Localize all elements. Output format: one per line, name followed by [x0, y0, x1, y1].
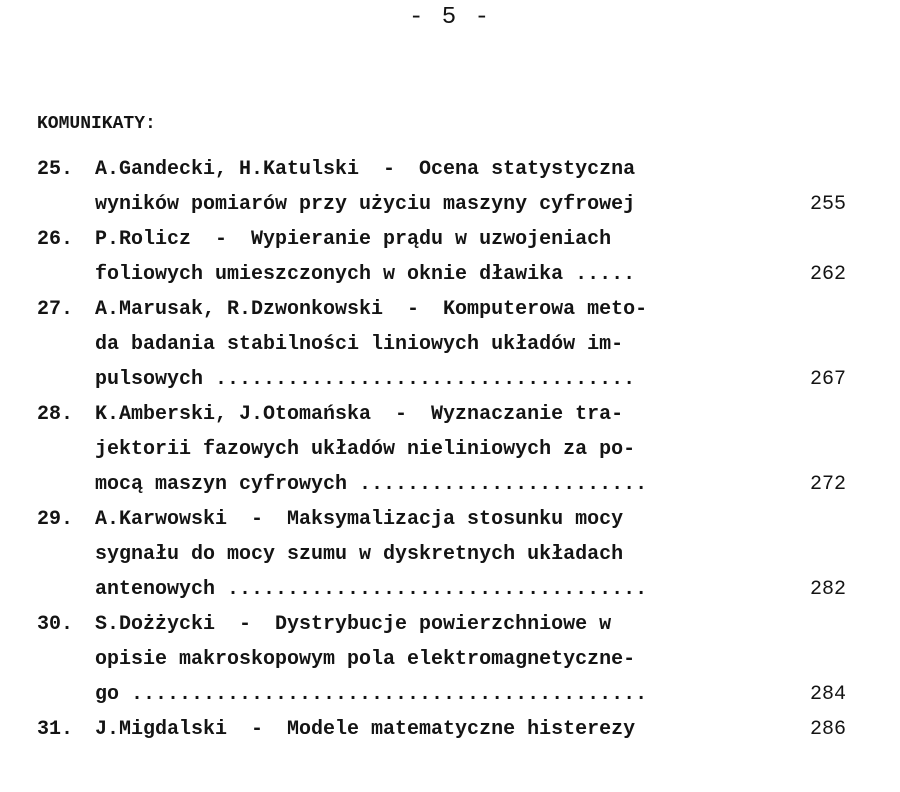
toc-entry-line: [0, 502, 900, 537]
entry-number: 28.: [37, 403, 74, 426]
entry-text: opisie makroskopowym pola elektromagnetyczne-: [95, 648, 636, 671]
toc-entry-line: [0, 537, 900, 572]
entry-number: 31.: [37, 718, 74, 741]
entry-text: foliowych umieszczonych w oknie dławika .....: [95, 263, 636, 286]
toc-entry-list: [0, 152, 900, 747]
entry-text: A.Gandecki, H.Katulski - Ocena statystyczna: [95, 158, 636, 181]
toc-entry-line: [0, 607, 900, 642]
toc-entry-line: [0, 677, 900, 712]
entry-page-number: 284: [810, 683, 847, 706]
entry-text: S.Dożżycki - Dystrybucje powierzchniowe w: [95, 613, 612, 636]
entry-text: sygnału do mocy szumu w dyskretnych układach: [95, 543, 624, 566]
toc-entry-line: [0, 152, 900, 187]
entry-text: antenowych ...................................: [95, 578, 648, 601]
toc-entry-line: [0, 712, 900, 747]
entry-page-number: 282: [810, 578, 847, 601]
toc-entry: [0, 502, 900, 607]
toc-entry-line: [0, 397, 900, 432]
entry-text: P.Rolicz - Wypieranie prądu w uzwojeniach: [95, 228, 612, 251]
toc-entry: [0, 397, 900, 502]
toc-entry-line: [0, 222, 900, 257]
entry-page-number: 267: [810, 368, 847, 391]
toc-entry-line: [0, 292, 900, 327]
toc-entry-line: [0, 467, 900, 502]
entry-number: 29.: [37, 508, 74, 531]
toc-entry-line: [0, 187, 900, 222]
entry-text: da badania stabilności liniowych układów im-: [95, 333, 624, 356]
toc-entry: [0, 292, 900, 397]
toc-entry-line: [0, 362, 900, 397]
entry-text: pulsowych ...................................: [95, 368, 636, 391]
entry-text: J.Migdalski - Modele matematyczne histerezy: [95, 718, 636, 741]
section-heading: KOMUNIKATY:: [37, 114, 156, 134]
entry-text: mocą maszyn cyfrowych ........................: [95, 473, 648, 496]
toc-entry-line: [0, 642, 900, 677]
toc-entry: [0, 712, 900, 747]
toc-entry-line: [0, 327, 900, 362]
entry-text: wyników pomiarów przy użyciu maszyny cyfrowej: [95, 193, 636, 216]
entry-page-number: 262: [810, 263, 847, 286]
entry-text: go ...........................................: [95, 683, 648, 706]
entry-page-number: 272: [810, 473, 847, 496]
entry-page-number: 286: [810, 718, 847, 741]
toc-entry-line: [0, 572, 900, 607]
entry-number: 26.: [37, 228, 74, 251]
entry-text: A.Karwowski - Maksymalizacja stosunku mocy: [95, 508, 624, 531]
toc-entry-line: [0, 432, 900, 467]
toc-entry-line: [0, 257, 900, 292]
toc-entry: [0, 152, 900, 222]
toc-entry: [0, 607, 900, 712]
entry-text: K.Amberski, J.Otomańska - Wyznaczanie tra-: [95, 403, 624, 426]
entry-page-number: 255: [810, 193, 847, 216]
toc-entry: [0, 222, 900, 292]
entry-text: jektorii fazowych układów nieliniowych za po-: [95, 438, 636, 461]
entry-number: 25.: [37, 158, 74, 181]
page-number: - 5 -: [408, 4, 491, 31]
entry-number: 30.: [37, 613, 74, 636]
entry-text: A.Marusak, R.Dzwonkowski - Komputerowa meto-: [95, 298, 648, 321]
entry-number: 27.: [37, 298, 74, 321]
